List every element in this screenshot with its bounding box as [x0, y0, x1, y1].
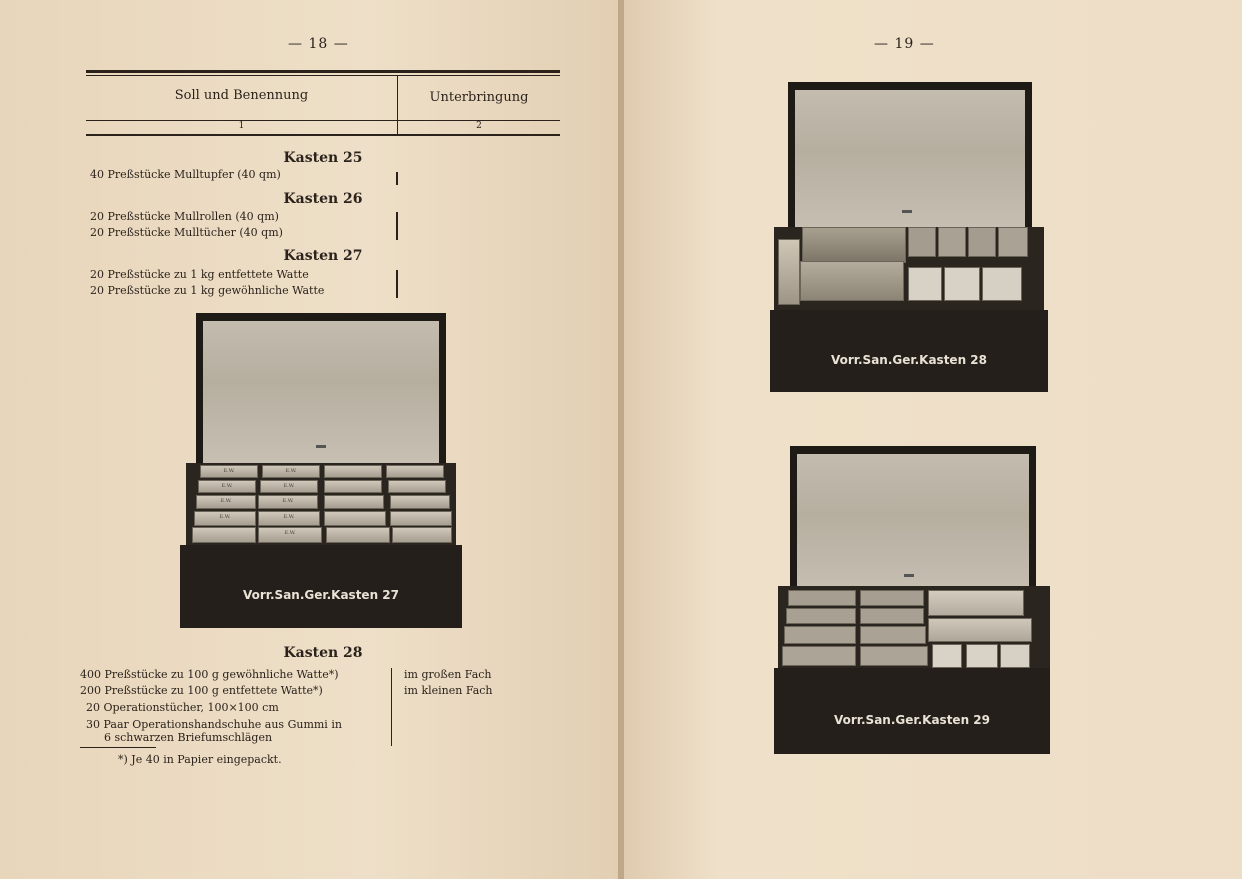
item-line: 20 Operationstücher, 100×100 cm: [86, 701, 279, 714]
pack: E.W.: [258, 495, 318, 509]
column-bar: [396, 212, 398, 240]
pack: E.W.: [258, 527, 322, 543]
pack: E.W.: [196, 495, 256, 509]
section-title-kasten-28: Kasten 28: [283, 645, 363, 661]
cloth-package: [932, 644, 962, 668]
pack: [324, 511, 386, 526]
envelope: [998, 227, 1028, 257]
pack: [390, 495, 450, 509]
photo-caption: Vorr.San.Ger.Kasten 28: [770, 310, 1048, 392]
column-bar: [396, 270, 398, 298]
envelope: [784, 626, 856, 644]
cloth-package: [944, 267, 980, 301]
box-tray: [778, 586, 1050, 674]
box-tray: [186, 463, 456, 549]
envelope: [860, 590, 924, 606]
envelope: [860, 646, 928, 666]
box-photo-kasten-29: [774, 446, 1054, 756]
cloth-package: [966, 644, 998, 668]
photo-caption: Vorr.San.Ger.Kasten 27: [180, 545, 462, 628]
item-line: 20 Preßstücke zu 1 kg entfettete Watte: [90, 268, 309, 281]
item-line: 30 Paar Operationshandschuhe aus Gummi in: [86, 718, 342, 731]
box-lid: [788, 82, 1032, 242]
cotton-package: [928, 590, 1024, 616]
right-page: [624, 0, 1242, 879]
left-page: [0, 0, 618, 879]
latch: [904, 574, 914, 577]
cloth-package: [982, 267, 1022, 301]
section-title-kasten-27: Kasten 27: [283, 248, 363, 264]
pack: [392, 527, 452, 543]
header-rule: [86, 134, 560, 136]
box-photo-kasten-27: [180, 313, 462, 628]
envelope: [860, 608, 924, 624]
lid-interior: [203, 321, 439, 473]
footnote: *) Je 40 in Papier eingepackt.: [118, 753, 282, 766]
envelope: [938, 227, 966, 257]
placement-text: im großen Fach: [404, 668, 492, 681]
envelope: [908, 227, 936, 257]
column-header-designation: Soll und Benennung: [174, 88, 309, 103]
item-line: 20 Preßstücke Mullrollen (40 qm): [90, 210, 279, 223]
item-line: 6 schwarzen Briefumschlägen: [104, 731, 273, 744]
pack: E.W.: [260, 480, 318, 493]
item-line: 200 Preßstücke zu 100 g entfettete Watte*): [80, 684, 323, 697]
pack: [324, 480, 382, 493]
column-bar: [391, 668, 392, 746]
pack: [390, 511, 452, 526]
cotton-package: [928, 618, 1032, 642]
pack: [324, 495, 384, 509]
header-rule: [86, 70, 560, 73]
pack: [388, 480, 446, 493]
cotton-stack: [778, 239, 800, 305]
envelope: [786, 608, 856, 624]
item-line: 20 Preßstücke Mulltücher (40 qm): [90, 226, 283, 239]
pack: E.W.: [194, 511, 256, 526]
box-tray: [774, 227, 1044, 312]
column-number: 2: [476, 121, 482, 131]
lid-interior: [795, 90, 1025, 242]
placement-text: im kleinen Fach: [404, 684, 493, 697]
envelope: [968, 227, 996, 257]
pack: [324, 465, 382, 478]
photo-caption: Vorr.San.Ger.Kasten 29: [774, 668, 1050, 754]
pack: [326, 527, 390, 543]
item-line: 40 Preßstücke Mulltupfer (40 qm): [90, 168, 281, 181]
pack: E.W.: [258, 511, 320, 526]
envelope: [788, 590, 856, 606]
column-bar: [396, 172, 398, 185]
item-line: 400 Preßstücke zu 100 g gewöhnliche Watte*): [80, 668, 339, 681]
pack: E.W.: [262, 465, 320, 478]
pack: E.W.: [198, 480, 256, 493]
box-photo-kasten-28: [770, 82, 1048, 392]
box-lid: [790, 446, 1036, 606]
cloth-package: [908, 267, 942, 301]
cotton-package: [802, 227, 906, 263]
page-number: — 18 —: [288, 36, 349, 52]
pack: E.W.: [200, 465, 258, 478]
item-line: 20 Preßstücke zu 1 kg gewöhnliche Watte: [90, 284, 325, 297]
section-title-kasten-25: Kasten 25: [283, 150, 363, 166]
footnote-rule: [80, 747, 156, 748]
lid-interior: [797, 454, 1029, 606]
column-header-placement: Unterbringung: [429, 90, 529, 105]
pack: [386, 465, 444, 478]
table-header: [86, 70, 560, 136]
pack: [192, 527, 256, 543]
latch: [902, 210, 912, 213]
envelope: [860, 626, 926, 644]
box-lid: [196, 313, 446, 473]
page-number: — 19 —: [874, 36, 935, 52]
column-number: 1: [238, 121, 245, 131]
envelope: [782, 646, 856, 666]
latch: [316, 445, 326, 448]
cotton-package: [800, 261, 904, 301]
section-title-kasten-26: Kasten 26: [283, 191, 363, 207]
header-rule: [86, 75, 560, 76]
cloth-package: [1000, 644, 1030, 668]
